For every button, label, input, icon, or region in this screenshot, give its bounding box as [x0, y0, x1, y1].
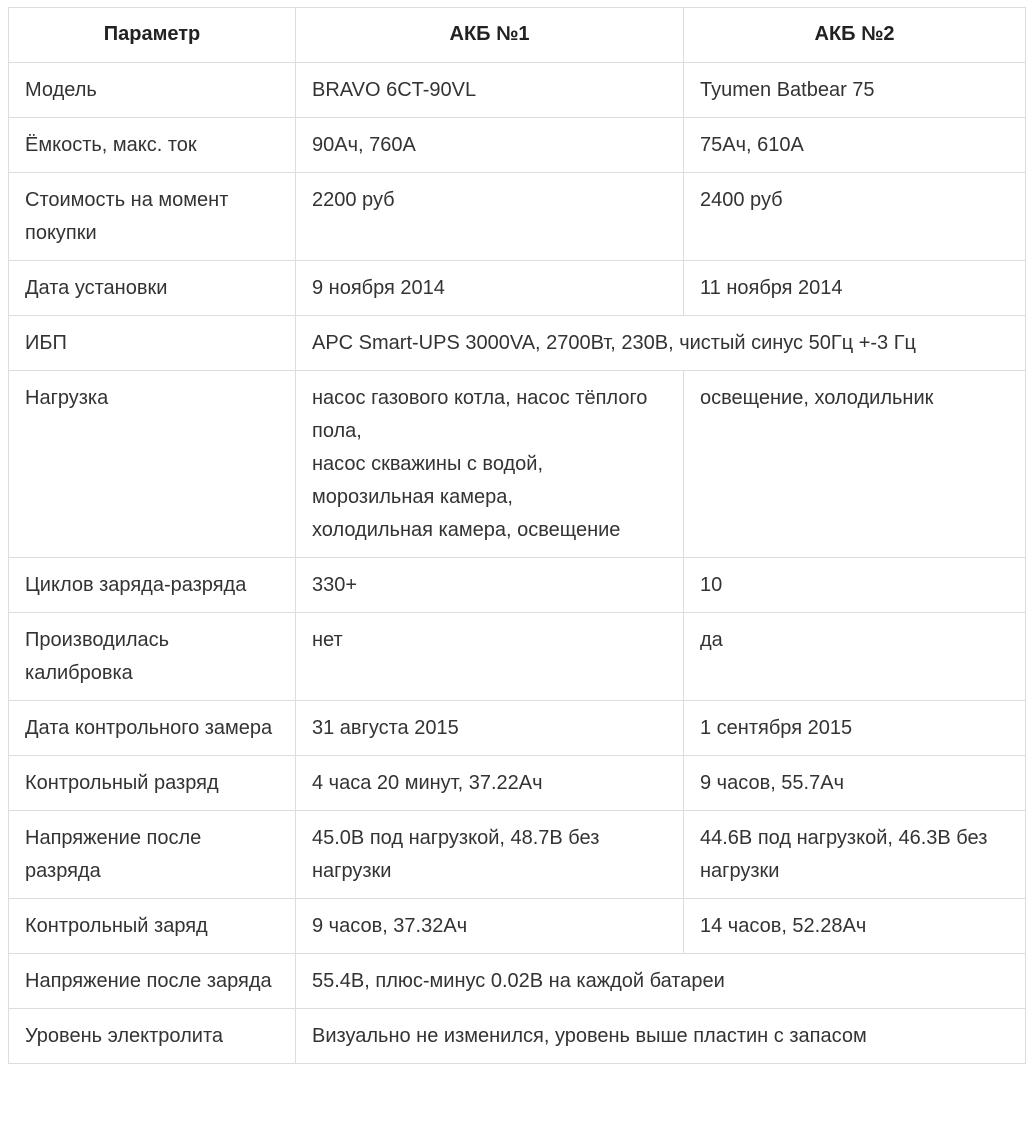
row-shared-value: Визуально не изменился, уровень выше пластин с запасом — [296, 1009, 1026, 1064]
row-label: Ёмкость, макс. ток — [9, 118, 296, 173]
row-label: Контрольный разряд — [9, 756, 296, 811]
row-akb1-value: BRAVO 6CT-90VL — [296, 63, 684, 118]
row-label: Стоимость на момент покупки — [9, 173, 296, 261]
table-header-row — [9, 8, 1026, 63]
table-row — [9, 756, 1026, 811]
row-label: Напряжение после разряда — [9, 811, 296, 899]
row-akb1-value: 330+ — [296, 558, 684, 613]
row-akb2-value: освещение, холодильник — [684, 371, 1026, 558]
table-row — [9, 1009, 1026, 1064]
header-akb1: АКБ №1 — [296, 8, 684, 63]
table-row — [9, 811, 1026, 899]
row-akb1-value: 9 ноября 2014 — [296, 261, 684, 316]
row-akb2-value: 10 — [684, 558, 1026, 613]
table-row — [9, 613, 1026, 701]
row-akb2-value: 1 сентября 2015 — [684, 701, 1026, 756]
table-row — [9, 899, 1026, 954]
row-akb2-value: 75Ач, 610А — [684, 118, 1026, 173]
row-label: Нагрузка — [9, 371, 296, 558]
row-label: Циклов заряда-разряда — [9, 558, 296, 613]
table-row — [9, 701, 1026, 756]
row-label: Дата установки — [9, 261, 296, 316]
table-row — [9, 954, 1026, 1009]
row-akb1-value: 2200 руб — [296, 173, 684, 261]
row-akb2-value: 44.6В под нагрузкой, 46.3В без нагрузки — [684, 811, 1026, 899]
row-label: Модель — [9, 63, 296, 118]
header-akb2: АКБ №2 — [684, 8, 1026, 63]
row-akb1-value: 4 часа 20 минут, 37.22Ач — [296, 756, 684, 811]
row-label: Дата контрольного замера — [9, 701, 296, 756]
table-row — [9, 261, 1026, 316]
row-label: Напряжение после заряда — [9, 954, 296, 1009]
table-row — [9, 371, 1026, 558]
row-akb1-value: 31 августа 2015 — [296, 701, 684, 756]
row-akb2-value: 14 часов, 52.28Ач — [684, 899, 1026, 954]
row-akb1-value: насос газового котла, насос тёплого пола, насос скважины с водой, морозильная камера, холодильная камера, освещение — [296, 371, 684, 558]
table-row — [9, 63, 1026, 118]
table-row — [9, 558, 1026, 613]
row-akb2-value: 2400 руб — [684, 173, 1026, 261]
table-row — [9, 118, 1026, 173]
table-row — [9, 316, 1026, 371]
header-parameter: Параметр — [9, 8, 296, 63]
table-row — [9, 173, 1026, 261]
row-label: ИБП — [9, 316, 296, 371]
row-shared-value: APC Smart-UPS 3000VA, 2700Вт, 230В, чистый синус 50Гц +-3 Гц — [296, 316, 1026, 371]
row-akb2-value: 9 часов, 55.7Ач — [684, 756, 1026, 811]
row-akb1-value: 9 часов, 37.32Ач — [296, 899, 684, 954]
battery-comparison-table — [8, 7, 1026, 1064]
row-label: Контрольный заряд — [9, 899, 296, 954]
row-akb1-value: нет — [296, 613, 684, 701]
row-akb1-value: 90Ач, 760А — [296, 118, 684, 173]
comparison-table-container — [8, 7, 1026, 1064]
row-label: Производилась калибровка — [9, 613, 296, 701]
row-shared-value: 55.4В, плюс-минус 0.02В на каждой батареи — [296, 954, 1026, 1009]
row-label: Уровень электролита — [9, 1009, 296, 1064]
row-akb2-value: да — [684, 613, 1026, 701]
row-akb1-value: 45.0В под нагрузкой, 48.7В без нагрузки — [296, 811, 684, 899]
row-akb2-value: Tyumen Batbear 75 — [684, 63, 1026, 118]
row-akb2-value: 11 ноября 2014 — [684, 261, 1026, 316]
table-body — [9, 63, 1026, 1064]
